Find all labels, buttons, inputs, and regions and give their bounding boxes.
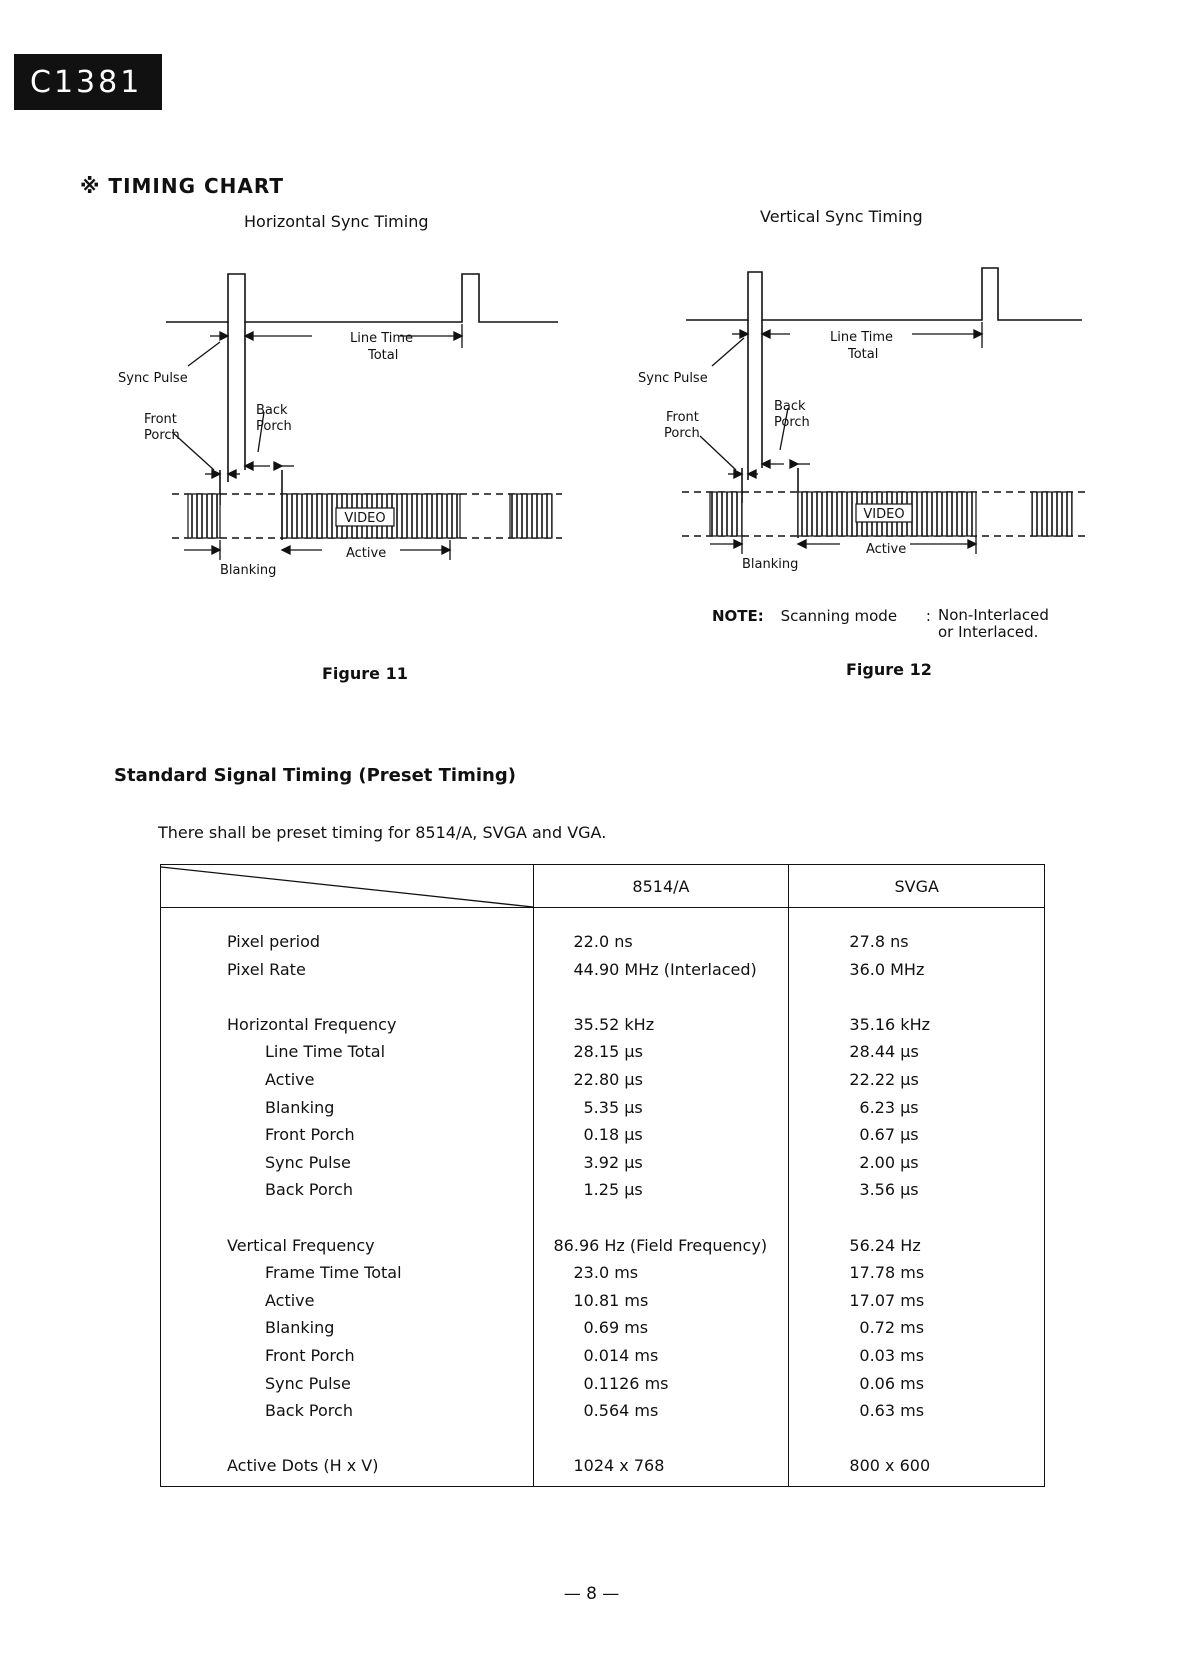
cell-value: 0.67 µs [859,1125,919,1145]
column-header-svga: SVGA [789,865,1045,908]
row-label: Pixel Rate [227,959,306,979]
cell-value: 0.63 ms [859,1401,925,1421]
blanking-label: Blanking [742,557,799,572]
reference-mark: ※ [80,174,101,198]
cell-value: 56.24 Hz [849,1235,921,1255]
section-title-text: TIMING CHART [108,174,285,198]
note [712,607,931,625]
back-label: Back [774,399,806,414]
total-label: Total [848,347,879,362]
sync-pulse-label: Sync Pulse [638,371,708,386]
video-band [172,494,562,538]
row-label: Horizontal Frequency [227,1014,397,1034]
cell-value: 1.25 µs [583,1180,643,1200]
row-label: Blanking [265,1097,335,1117]
total-label: Total [368,348,399,363]
sync-pulse-label: Sync Pulse [118,371,188,386]
cell-value: 28.15 µs [573,1042,643,1062]
row-label: Front Porch [265,1345,355,1365]
row-label: Back Porch [265,1180,353,1200]
cell-value: 6.23 µs [859,1097,919,1117]
front-label: Front [666,410,699,425]
preset-timing-table [160,864,1045,1487]
video-band [682,492,1090,536]
line-time-label: Line Time [350,331,414,346]
cell-value: 35.16 kHz [849,1014,930,1034]
model-number: C1381 [30,64,143,100]
cell-value: 5.35 µs [583,1097,643,1117]
cell-value: 44.90 MHz (Interlaced) [573,959,757,979]
note-value-line-2: or Interlaced. [938,623,1039,641]
row-label: Active [265,1290,315,1310]
cell-value: 0.18 µs [583,1125,643,1145]
front-porch-label: Porch [144,428,180,443]
cell-value: 0.564 ms [583,1401,659,1421]
row-label: Front Porch [265,1125,355,1145]
cell-value: 22.80 µs [573,1069,643,1089]
cell-value: 17.07 ms [849,1290,925,1310]
column-8514a [533,908,789,1487]
figure-12-label: Figure 12 [846,660,932,679]
table-corner-cell [161,865,534,908]
cell-value: 35.52 kHz [573,1014,655,1034]
note-separator: : [925,607,931,625]
cell-value: 0.03 ms [859,1345,925,1365]
front-label: Front [144,412,177,427]
vertical-sync-diagram [620,258,1100,588]
cell-value: 27.8 ns [849,932,909,951]
cell-value: 0.69 ms [583,1318,649,1338]
row-label: Sync Pulse [265,1152,351,1172]
page-number: — 8 — [563,1584,620,1604]
row-label: Line Time Total [265,1042,386,1062]
cell-value: 1024 x 768 [573,1456,665,1476]
row-label: Active Dots (H x V) [227,1456,379,1476]
preset-title: Standard Signal Timing (Preset Timing) [114,765,516,786]
table-header-row [161,865,1045,908]
row-label: Blanking [265,1318,335,1338]
back-label: Back [256,403,288,418]
row-label: Pixel period [227,932,321,951]
cell-value: 0.72 ms [859,1318,925,1338]
note-value [938,607,1049,641]
cell-value: 800 x 600 [849,1456,931,1476]
row-label: Frame Time Total [265,1263,402,1283]
figure-11-label: Figure 11 [322,664,408,683]
active-label: Active [346,546,387,561]
cell-value: 86.96 Hz (Field Frequency) [553,1235,768,1255]
row-label: Active [265,1069,315,1089]
row-label: Sync Pulse [265,1373,351,1393]
preset-intro: There shall be preset timing for 8514/A, SVGA and VGA. [158,823,607,842]
cell-value: 22.22 µs [849,1069,919,1089]
blanking-label: Blanking [220,563,277,578]
cell-value: 2.00 µs [859,1152,919,1172]
cell-value: 28.44 µs [849,1042,919,1062]
cell-value: 22.0 ns [573,932,633,951]
label-column [161,908,534,1487]
row-label: Back Porch [265,1401,353,1421]
active-label: Active [866,542,907,557]
cell-value: 17.78 ms [849,1263,925,1283]
line-time-label: Line Time [830,330,894,345]
back-porch-label: Porch [774,415,810,430]
cell-value: 0.1126 ms [583,1373,669,1393]
note-label: NOTE: [712,607,764,625]
note-value-line-1: Non-Interlaced [938,606,1049,624]
video-label: VIDEO [344,511,386,526]
note-key: Scanning mode [780,607,898,625]
model-badge [14,54,162,110]
cell-value: 36.0 MHz [849,959,925,979]
table-body-row [161,908,1045,1487]
vertical-caption: Vertical Sync Timing [760,207,923,226]
front-porch-label: Porch [664,426,700,441]
back-porch-label: Porch [256,419,292,434]
column-header-8514a: 8514/A [533,865,789,908]
cell-value: 0.014 ms [583,1345,659,1365]
column-svga [789,908,1045,1487]
cell-value: 0.06 ms [859,1373,925,1393]
cell-value: 3.56 µs [859,1180,919,1200]
diagonal-rule [161,865,533,907]
cell-value: 23.0 ms [573,1263,639,1283]
horizontal-sync-diagram [100,260,580,590]
section-title [80,174,284,198]
cell-value: 3.92 µs [583,1152,643,1172]
cell-value: 10.81 ms [573,1290,649,1310]
video-label: VIDEO [863,507,905,522]
horizontal-caption: Horizontal Sync Timing [244,212,429,231]
row-label: Vertical Frequency [227,1235,375,1255]
